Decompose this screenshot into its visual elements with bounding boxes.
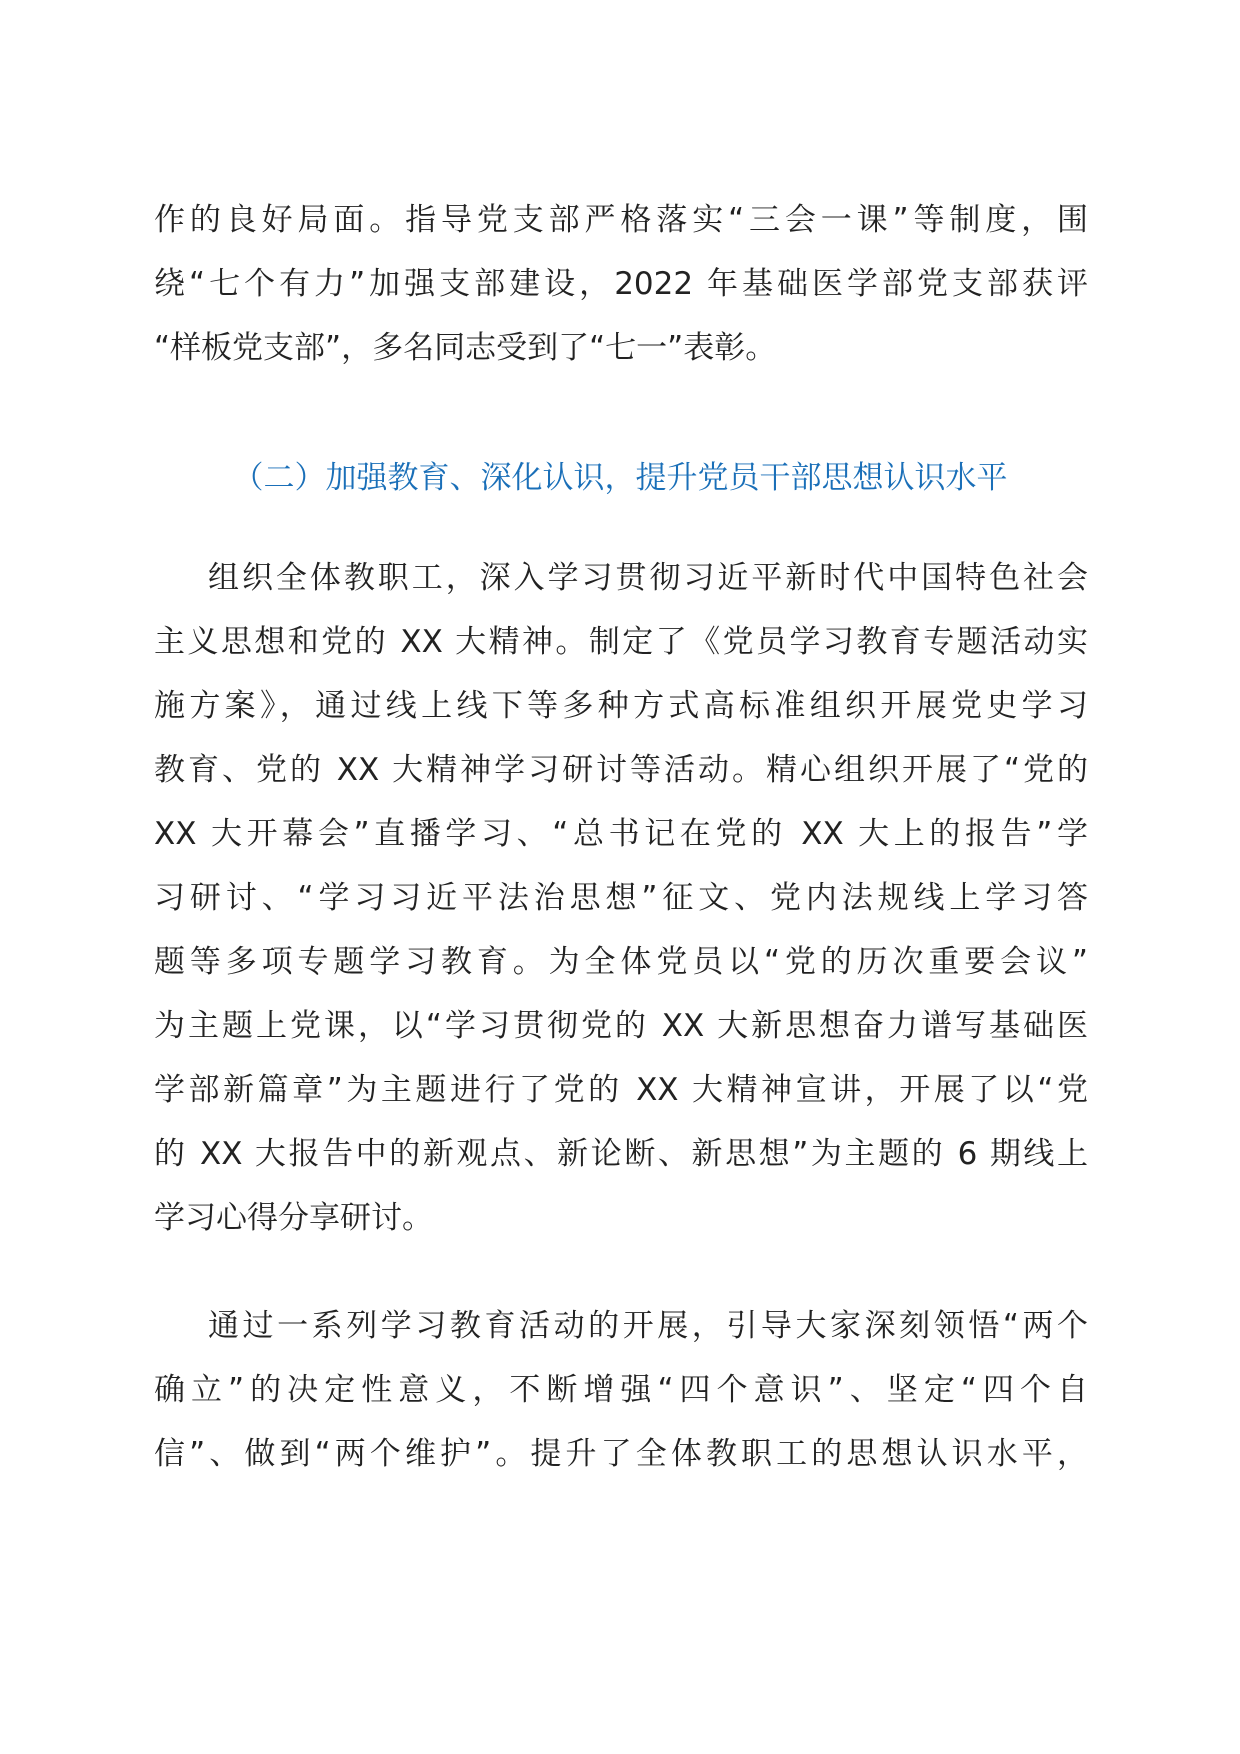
paragraph-line: 题等多项专题学习教育。为全体党员以“党的历次重要会议” [154,944,1088,980]
paragraph-line: 组织全体教职工，深入学习贯彻习近平新时代中国特色社会 [208,560,1088,596]
paragraph-line: XX 大开幕会”直播学习、“总书记在党的 XX 大上的报告”学 [154,816,1088,852]
paragraph-line: 学习心得分享研讨。 [154,1200,433,1236]
paragraph-line: 通过一系列学习教育活动的开展，引导大家深刻领悟“两个 [208,1308,1088,1344]
paragraph-3 [154,1294,1088,1486]
paragraph-line: 绕“七个有力”加强支部建设，2022 年基础医学部党支部获评 [154,266,1088,302]
paragraph-line: “样板党支部”，多名同志受到了“七一”表彰。 [154,330,777,366]
paragraph-line: 信”、做到“两个维护”。提升了全体教职工的思想认识水平， [154,1436,1088,1472]
paragraph-line: 的 XX 大报告中的新观点、新论断、新思想”为主题的 6 期线上 [154,1136,1088,1172]
paragraph-line: 主义思想和党的 XX 大精神。制定了《党员学习教育专题活动实 [154,624,1088,660]
paragraph-2 [154,546,1088,1250]
paragraph-line: 作的良好局面。指导党支部严格落实“三会一课”等制度，围 [154,202,1088,238]
paragraph-line: 习研讨、“学习习近平法治思想”征文、党内法规线上学习答 [154,880,1088,916]
paragraph-line: 施方案》，通过线上线下等多种方式高标准组织开展党史学习 [154,688,1088,724]
paragraph-line: 确立”的决定性意义，不断增强“四个意识”、坚定“四个自 [154,1372,1088,1408]
paragraph-1 [154,188,1088,380]
paragraph-line: 学部新篇章”为主题进行了党的 XX 大精神宣讲，开展了以“党 [154,1072,1088,1108]
paragraph-line: 教育、党的 XX 大精神学习研讨等活动。精心组织开展了“党的 [154,752,1088,788]
section-heading: （二）加强教育、深化认识，提升党员干部思想认识水平 [232,460,1008,496]
paragraph-line: 为主题上党课，以“学习贯彻党的 XX 大新思想奋力谱写基础医 [154,1008,1088,1044]
